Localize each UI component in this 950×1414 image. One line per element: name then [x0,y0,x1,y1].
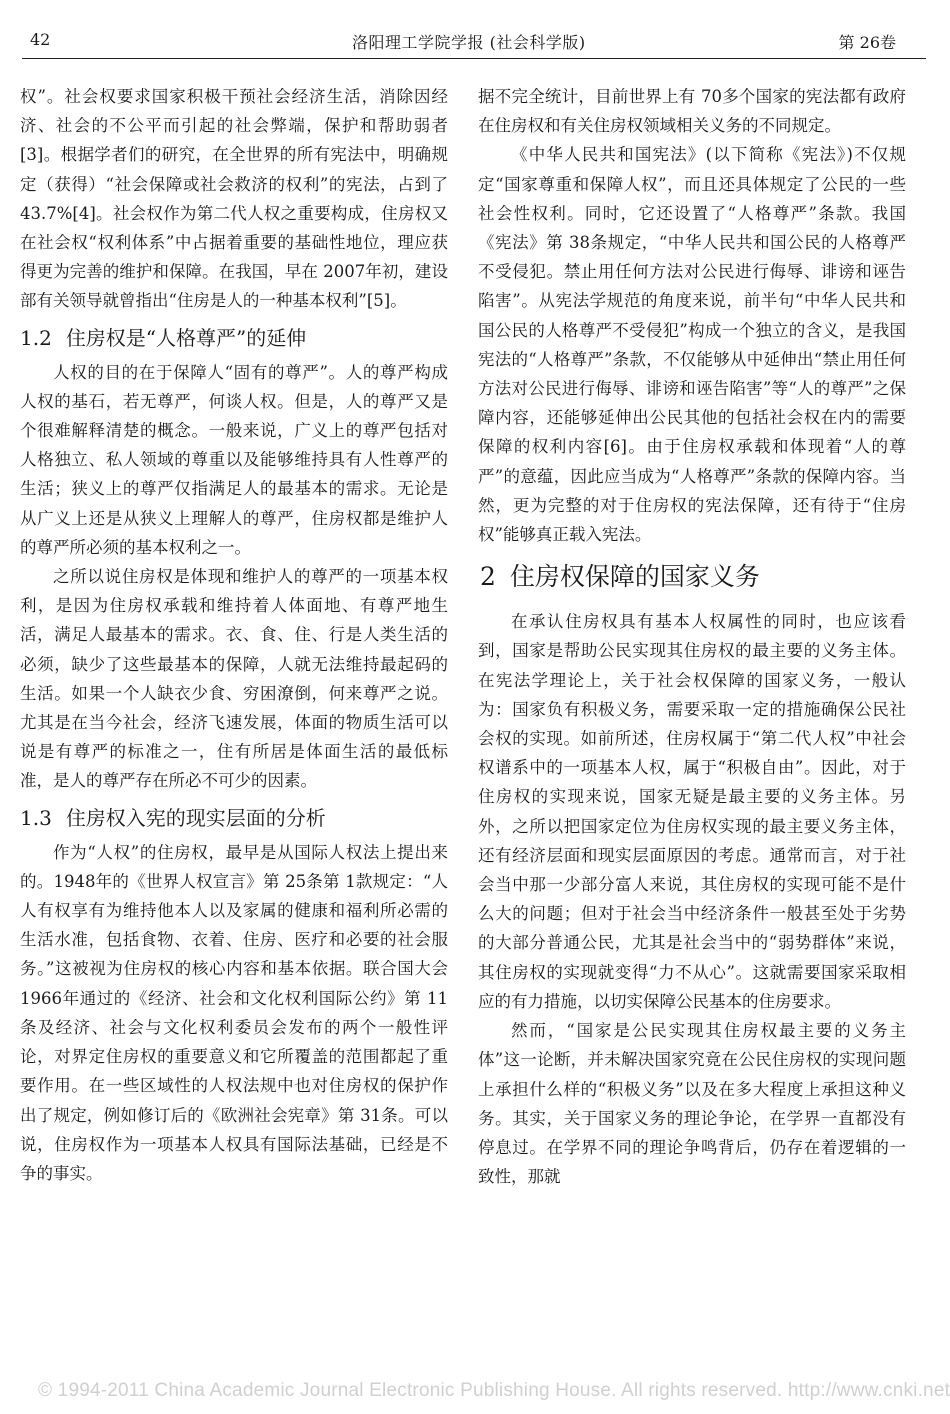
section-title: 住房权保障的国家义务 [509,562,760,592]
section-number: 1.3 [20,805,52,830]
paragraph: 据不完全统计，目前世界上有 70多个国家的宪法都有政府在住房权和有关住房权领域相关义务的不同规定。 [478,87,906,136]
section-heading-1-2 [20,320,448,356]
paragraph: 权”。社会权要求国家积极干预社会经济生活，消除因经济、社会的不公平而引起的社会弊端，保护和帮助弱者[3]。根据学者们的研究，在全世界的所有宪法中，明确规定（获得）“社会保障或社会救济的权利”的宪法，占到了 43.7%[4]。社会权作为第二代人权之重要构成，住房权又在社会权“权利体系”中占据着重要的基础性地位，理应获得更为完善的维护和保障。在我国，早在 2007年初，建设部有关领导就曾指出“住房是人的一种基本权利”[5]。 [20,87,448,311]
paragraph: 《中华人民共和国宪法》(以下简称《宪法》)不仅规定“国家尊重和保障人权”，而且还具体规定了公民的一些社会性权利。同时，它还设置了“人格尊严”条款。我国《宪法》第 38条规定，“中华人民共和国公民的人格尊严不受侵犯。禁止用任何方法对公民进行侮辱、诽谤和诬告陷害”。从宪法学规范的角度来说，前半句“中华人民共和国公民的人格尊严不受侵犯”构成一个独立的含义，是我国宪法的“人格尊严”条款，不仅能够从中延伸出“禁止用任何方法对公民进行侮辱、诽谤和诬告陷害”等“人的尊严”之保障内容，还能够延伸出公民其他的包括社会权在内的需要保障的权利内容[6]。由于住房权承载和体现着“人的尊严”的意蕴，因此应当成为“人格尊严”条款的保障内容。当然，更为完整的对于住房权的宪法保障，还有待于“住房权”能够真正载入宪法。 [478,145,906,545]
volume-label: 第 26卷 [838,33,896,52]
paragraph: 作为“人权”的住房权，最早是从国际人权法上提出来的。1948年的《世界人权宣言》第 25条第 1款规定：“人人有权享有为维持他本人以及家属的健康和福利所必需的生活水准，包括食物、衣着、住房、医疗和必要的社会服务。”这被视为住房权的核心内容和基本依据。联合国大会 1966年通过的《经济、社会和文化权利国际公约》第 11条及经济、社会与文化权利委员会发布的两个一般性评论，对界定住房权的重要意义和它所覆盖的范围都起了重要作用。在一些区域性的人权法规中也对住房权的保护作出了规定，例如修订后的《欧洲社会宪章》第 31条。可以说，住房权作为一项基本人权具有国际法基础，已经是不争的事实。 [20,842,448,1183]
paragraph: 人权的目的在于保障人“固有的尊严”。人的尊严构成人权的基石，若无尊严，何谈人权。但是，人的尊严又是个很难解释清楚的概念。一般来说，广义上的尊严包括对人格独立、私人领域的尊重以及能够维持具有人性尊严的生活；狭义上的尊严仅指满足人的最基本的需求。无论是从广义上还是从狭义上理解人的尊严，住房权都是维护人的尊严所必须的基本权利之一。 [20,362,448,557]
paragraph: 然而，“国家是公民实现其住房权最主要的义务主体”这一论断，并未解决国家究竟在公民住房权的实现问题上承担什么样的“积极义务”以及在多大程度上承担这种义务。其实，关于国家义务的理论争论，在学界一直都没有停息过。在学界不同的理论争鸣背后，仍存在着逻辑的一致性，那就 [478,1021,906,1187]
paragraph: 在承认住房权具有基本人权属性的同时，也应该看到，国家是帮助公民实现其住房权的最主要的义务主体。在宪法学理论上，关于社会权保障的国家义务，一般认为：国家负有积极义务，需要采取一定的措施确保公民社会权的实现。如前所述，住房权属于“第二代人权”中社会权谱系中的一项基本人权，属于“积极自由”。因此，对于住房权的实现来说，国家无疑是最主要的义务主体。另外，之所以把国家定位为住房权实现的最主要义务主体，还有经济层面和现实层面原因的考虑。通常而言，对于社会当中那一少部分富人来说，其住房权的实现可能不是什么大的问题；但对于社会当中经济条件一般甚至处于劣势的大部分普通公民，尤其是社会当中的“弱势群体”来说，其住房权的实现就变得“力不从心”。这就需要国家采取相应的有力措施，以切实保障公民基本的住房要求。 [478,612,906,1011]
paragraph: 之所以说住房权是体现和维护人的尊严的一项基本权利，是因为住房权承载和维持着人体面地、有尊严地生活，满足人最基本的需求。衣、食、住、行是人类生活的必须，缺少了这些最基本的保障，人就无法维持最起码的生活。如果一个人缺衣少食、穷困潦倒，何来尊严之说。尤其是在当今社会，经济飞速发展，体面的物质生活可以说是有尊严的标准之一，住有所居是体面生活的最低标准，是人的尊严存在所必不可少的因素。 [20,567,448,791]
section-number: 2 [480,562,496,592]
page-number: 42 [30,30,51,49]
copyright-watermark: © 1994-2011 China Academic Journal Electronic Publishing House. All rights reserved. http://www.cnki.net [38,1380,950,1401]
page-header [22,30,926,62]
journal-title: 洛阳理工学院学报 (社会科学版) [352,33,586,52]
section-title: 住房权入宪的现实层面的分析 [65,805,326,830]
left-column [20,82,448,1188]
right-column [478,82,906,1191]
section-number: 1.2 [20,325,52,350]
section-heading-1-3 [20,800,448,836]
section-heading-2 [480,557,906,597]
header-rule [22,58,926,59]
section-title: 住房权是“人格尊严”的延伸 [65,325,307,350]
